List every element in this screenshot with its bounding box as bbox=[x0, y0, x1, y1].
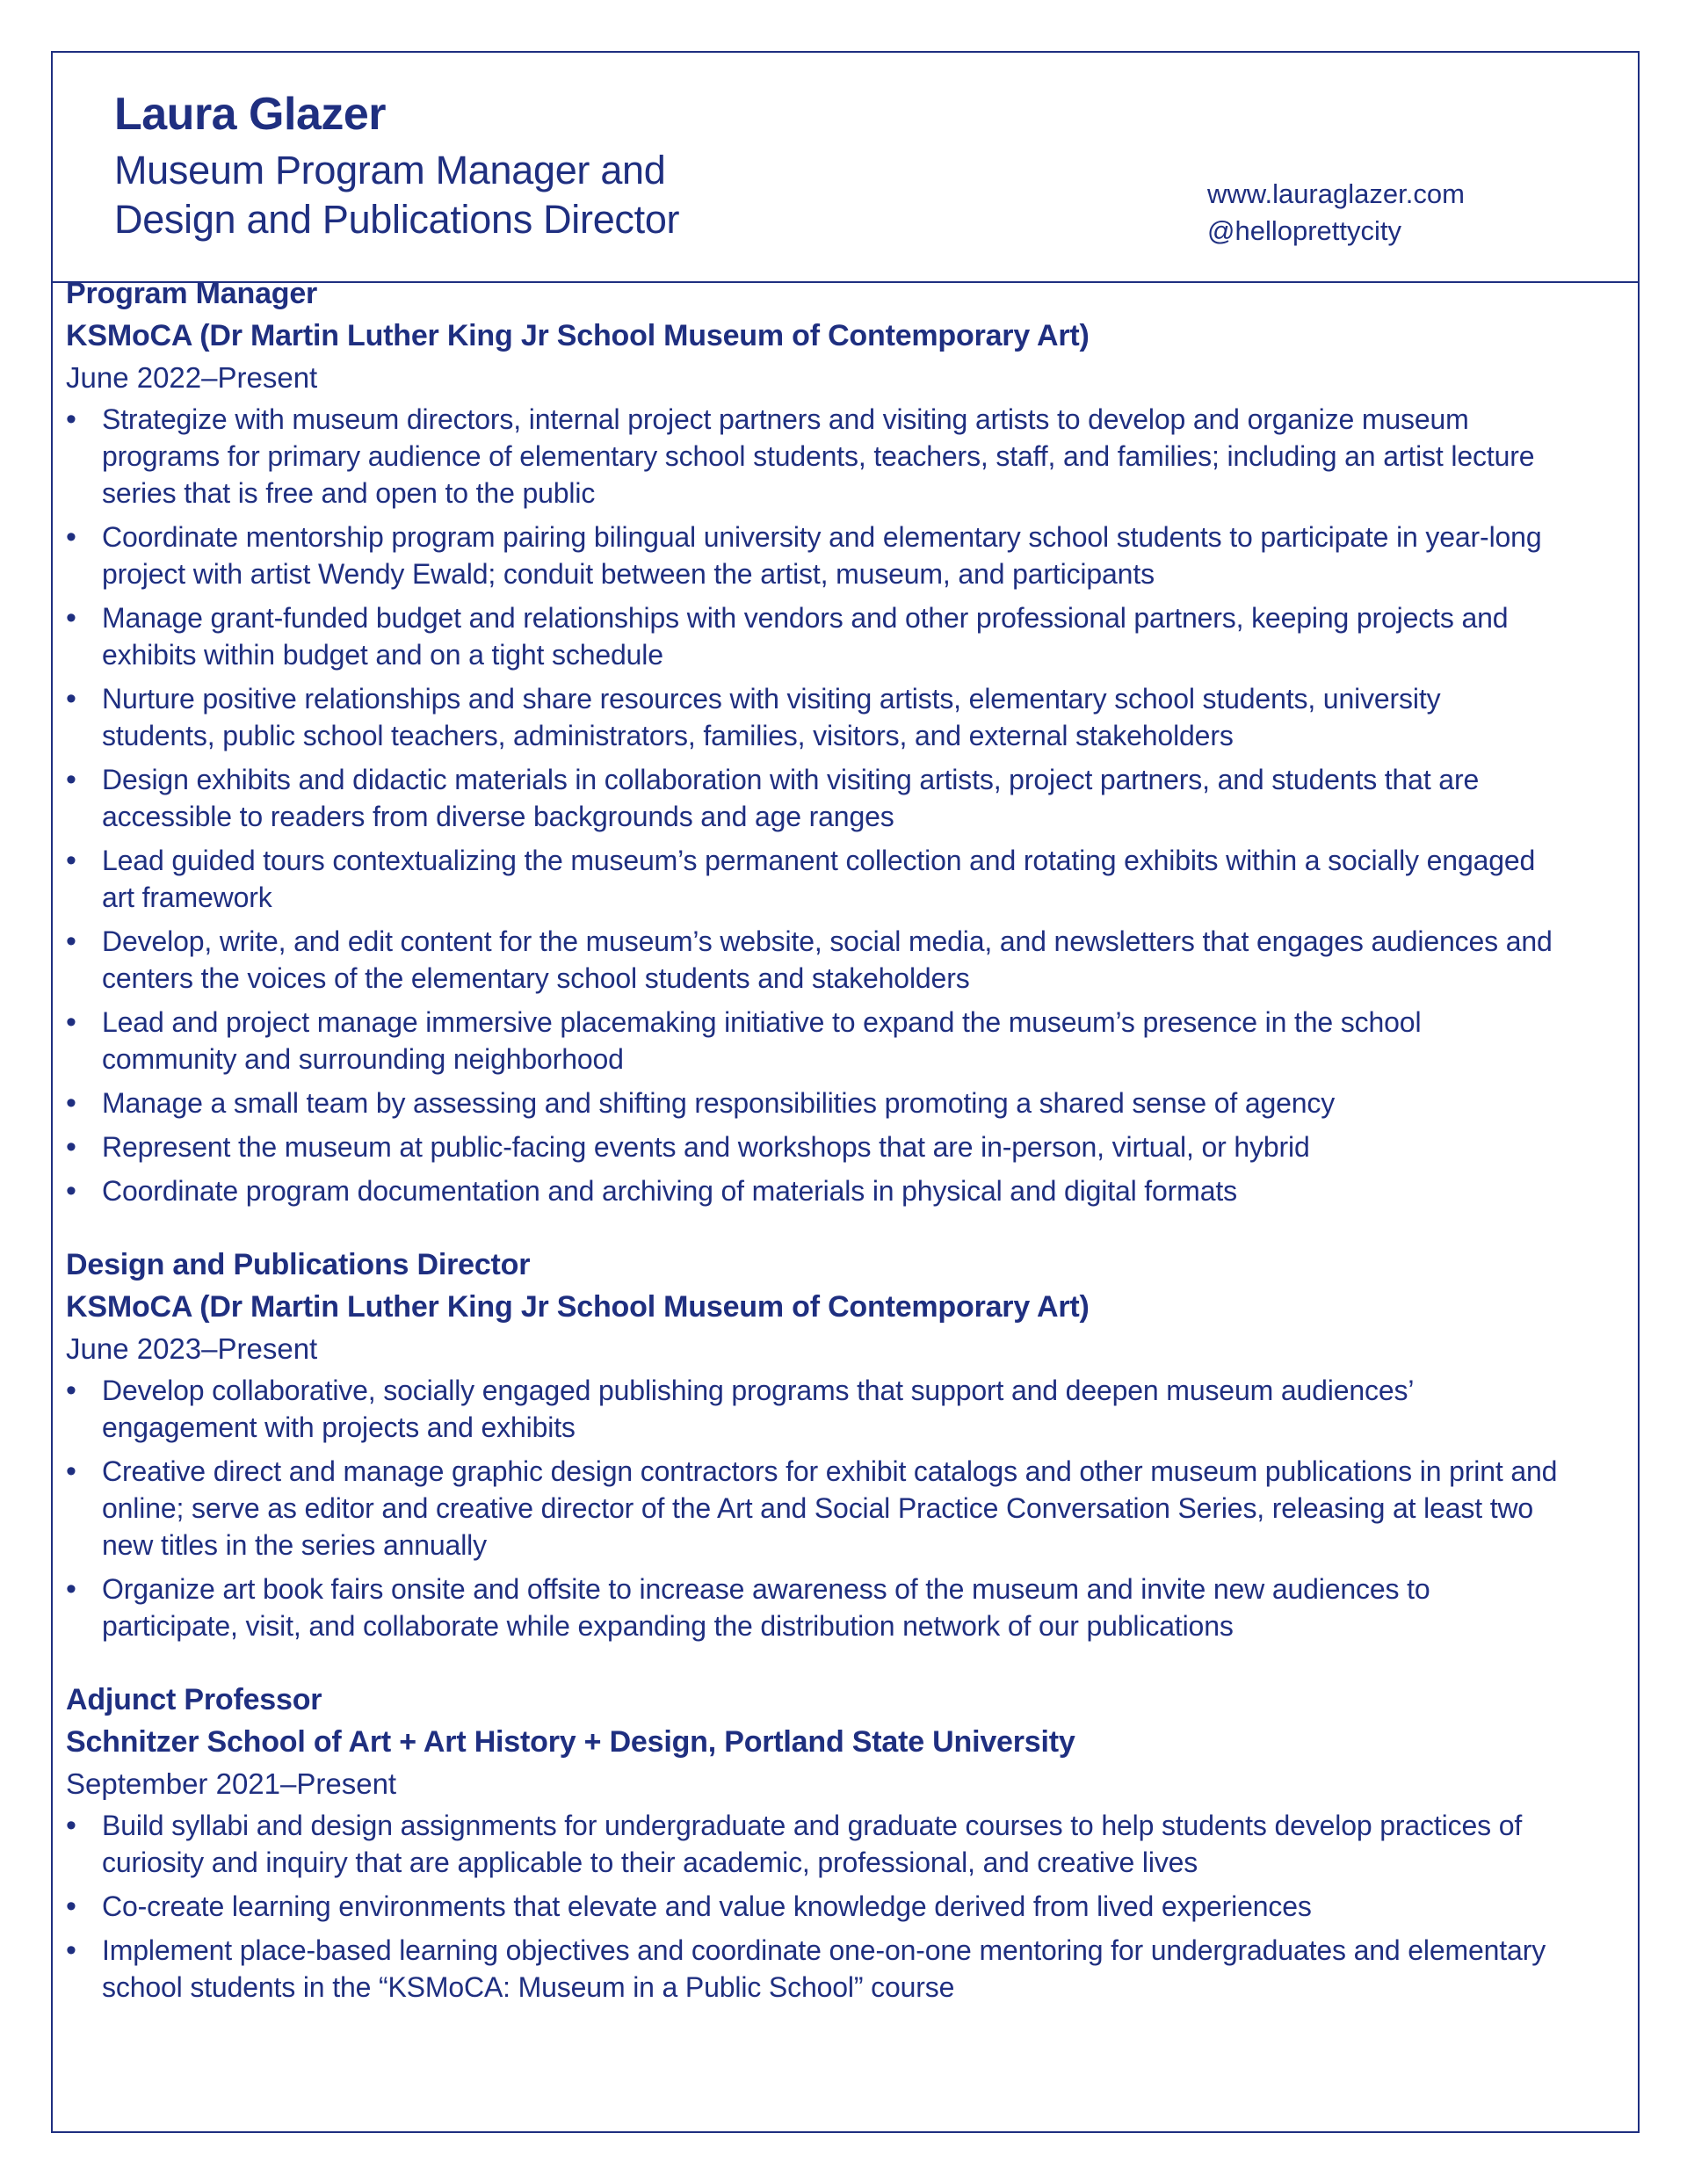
job-organization: KSMoCA (Dr Martin Luther King Jr School Museum of Contemporary Art) bbox=[66, 319, 1090, 352]
job-entry bbox=[66, 272, 1560, 1209]
person-name: Laura Glazer bbox=[114, 89, 387, 140]
job-organization: KSMoCA (Dr Martin Luther King Jr School Museum of Contemporary Art) bbox=[66, 1290, 1090, 1324]
job-organization: Schnitzer School of Art + Art History + Design, Portland State University bbox=[66, 1725, 1075, 1759]
subtitle-line-1: Museum Program Manager and bbox=[114, 148, 666, 192]
job-title: Design and Publications Director bbox=[66, 1248, 531, 1281]
job-bullets bbox=[66, 401, 1560, 1209]
social-handle[interactable]: @helloprettycity bbox=[1207, 215, 1401, 246]
bullet-item: • Develop collaborative, socially engaged publishing programs that support and deepen museum audiences’ engagement with projects and exhibits bbox=[66, 1372, 1560, 1446]
bullet-item: • Lead and project manage immersive placemaking initiative to expand the museum’s presence in the school community and surrounding neighborhood bbox=[66, 1004, 1560, 1077]
bullet-item: • Build syllabi and design assignments for undergraduate and graduate courses to help students develop practices of curiosity and inquiry that are applicable to their academic, professional, and creative lives bbox=[66, 1807, 1560, 1881]
professional-subtitle bbox=[114, 146, 679, 244]
bullet-item: • Strategize with museum directors, internal project partners and visiting artists to develop and organize museum programs for primary audience of elementary school students, teachers, staff, and families; including an artist lecture series that is free and open to the public bbox=[66, 401, 1560, 512]
bullet-item: • Co-create learning environments that elevate and value knowledge derived from lived experiences bbox=[66, 1888, 1560, 1925]
job-entry bbox=[66, 1679, 1560, 2006]
job-dates: June 2023–Present bbox=[66, 1332, 318, 1365]
bullet-item: • Manage a small team by assessing and shifting responsibilities promoting a shared sense of agency bbox=[66, 1085, 1560, 1121]
bullet-item: • Manage grant-funded budget and relationships with vendors and other professional partners, keeping projects and exhibits within budget and on a tight schedule bbox=[66, 599, 1560, 673]
resume-header bbox=[53, 53, 1638, 283]
job-dates: September 2021–Present bbox=[66, 1767, 397, 1800]
subtitle-line-2: Design and Publications Director bbox=[114, 197, 680, 242]
bullet-item: • Coordinate mentorship program pairing bilingual university and elementary school students to participate in year-long project with artist Wendy Ewald; conduit between the artist, museum, and participants bbox=[66, 519, 1560, 592]
job-bullets bbox=[66, 1807, 1560, 2006]
job-bullets bbox=[66, 1372, 1560, 1644]
bullet-item: • Coordinate program documentation and archiving of materials in physical and digital formats bbox=[66, 1172, 1560, 1209]
experience-section bbox=[66, 272, 1560, 2040]
bullet-item: • Lead guided tours contextualizing the museum’s permanent collection and rotating exhibits within a socially engaged art framework bbox=[66, 842, 1560, 916]
bullet-item: • Develop, write, and edit content for the museum’s website, social media, and newsletters that engages audiences and centers the voices of the elementary school students and stakeholders bbox=[66, 923, 1560, 997]
job-entry bbox=[66, 1244, 1560, 1644]
bullet-item: • Nurture positive relationships and share resources with visiting artists, elementary school students, university students, public school teachers, administrators, families, visitors, and external stakeholders bbox=[66, 680, 1560, 754]
contact-info bbox=[1207, 176, 1465, 250]
job-title: Adjunct Professor bbox=[66, 1683, 322, 1716]
website-link[interactable]: www.lauraglazer.com bbox=[1207, 178, 1465, 209]
bullet-item: • Creative direct and manage graphic design contractors for exhibit catalogs and other museum publications in print and online; serve as editor and creative director of the Art and Social Practice Conversation Series, releasing at least two new titles in the series annually bbox=[66, 1453, 1560, 1564]
bullet-item: • Organize art book fairs onsite and offsite to increase awareness of the museum and invite new audiences to participate, visit, and collaborate while expanding the distribution network of our publications bbox=[66, 1571, 1560, 1644]
job-title: Program Manager bbox=[66, 277, 318, 310]
bullet-item: • Implement place-based learning objectives and coordinate one-on-one mentoring for undergraduates and elementary school students in the “KSMoCA: Museum in a Public School” course bbox=[66, 1932, 1560, 2006]
job-dates: June 2022–Present bbox=[66, 361, 318, 394]
bullet-item: • Represent the museum at public-facing events and workshops that are in-person, virtual, or hybrid bbox=[66, 1128, 1560, 1165]
bullet-item: • Design exhibits and didactic materials in collaboration with visiting artists, project partners, and students that are accessible to readers from diverse backgrounds and age ranges bbox=[66, 761, 1560, 835]
